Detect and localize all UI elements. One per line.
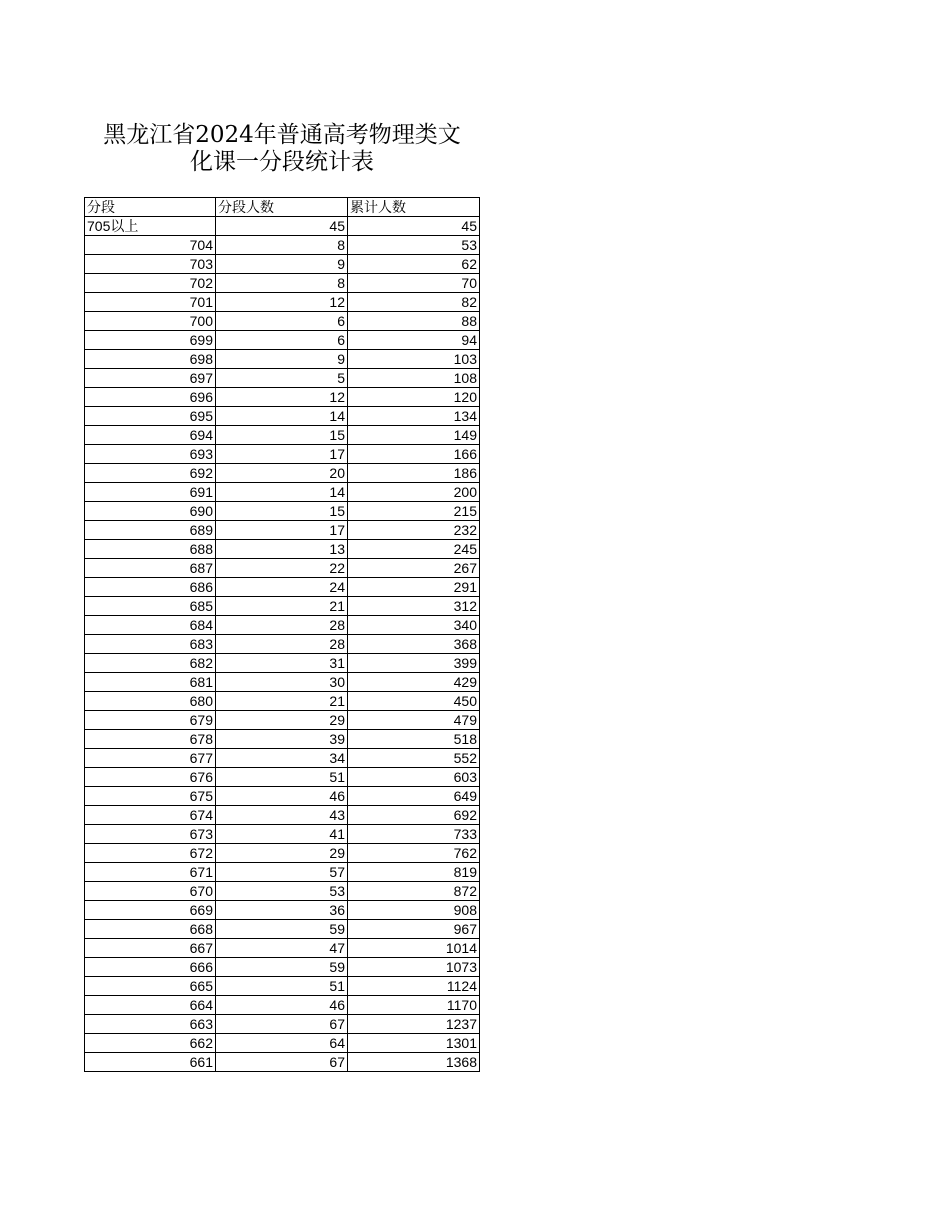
cell-cumulative-count: 53	[348, 236, 480, 255]
cell-score-band: 687	[85, 559, 216, 578]
cell-cumulative-count: 967	[348, 920, 480, 939]
table-row	[85, 749, 480, 768]
cell-band-count: 13	[216, 540, 348, 559]
cell-cumulative-count: 134	[348, 407, 480, 426]
cell-score-band: 700	[85, 312, 216, 331]
cell-score-band: 671	[85, 863, 216, 882]
cell-score-band: 664	[85, 996, 216, 1015]
cell-band-count: 29	[216, 844, 348, 863]
header-cumulative-count: 累计人数	[348, 198, 480, 217]
cell-cumulative-count: 70	[348, 274, 480, 293]
table-row	[85, 350, 480, 369]
table-row	[85, 787, 480, 806]
cell-band-count: 28	[216, 616, 348, 635]
cell-cumulative-count: 552	[348, 749, 480, 768]
cell-score-band: 673	[85, 825, 216, 844]
cell-score-band: 667	[85, 939, 216, 958]
cell-cumulative-count: 872	[348, 882, 480, 901]
table-row	[85, 388, 480, 407]
title-line-1: 黑龙江省2024年普通高考物理类文	[103, 122, 461, 148]
cell-band-count: 21	[216, 692, 348, 711]
cell-cumulative-count: 603	[348, 768, 480, 787]
cell-score-band: 696	[85, 388, 216, 407]
cell-band-count: 41	[216, 825, 348, 844]
cell-score-band: 668	[85, 920, 216, 939]
cell-cumulative-count: 186	[348, 464, 480, 483]
cell-score-band: 697	[85, 369, 216, 388]
table-row	[85, 293, 480, 312]
cell-score-band: 703	[85, 255, 216, 274]
cell-score-band: 678	[85, 730, 216, 749]
cell-cumulative-count: 45	[348, 217, 480, 236]
cell-score-band: 702	[85, 274, 216, 293]
table-row	[85, 806, 480, 825]
cell-score-band: 689	[85, 521, 216, 540]
cell-cumulative-count: 340	[348, 616, 480, 635]
table-row	[85, 445, 480, 464]
cell-band-count: 53	[216, 882, 348, 901]
cell-score-band: 662	[85, 1034, 216, 1053]
cell-cumulative-count: 312	[348, 597, 480, 616]
cell-band-count: 14	[216, 483, 348, 502]
table-row	[85, 939, 480, 958]
cell-score-band: 661	[85, 1053, 216, 1072]
cell-cumulative-count: 762	[348, 844, 480, 863]
cell-cumulative-count: 149	[348, 426, 480, 445]
cell-score-band: 694	[85, 426, 216, 445]
cell-cumulative-count: 200	[348, 483, 480, 502]
cell-band-count: 45	[216, 217, 348, 236]
cell-cumulative-count: 518	[348, 730, 480, 749]
cell-score-band: 705以上	[85, 217, 216, 236]
cell-cumulative-count: 450	[348, 692, 480, 711]
cell-cumulative-count: 819	[348, 863, 480, 882]
cell-cumulative-count: 733	[348, 825, 480, 844]
table-row	[85, 597, 480, 616]
table-row	[85, 882, 480, 901]
cell-band-count: 29	[216, 711, 348, 730]
table-row	[85, 692, 480, 711]
cell-band-count: 12	[216, 293, 348, 312]
table-row	[85, 274, 480, 293]
table-row	[85, 540, 480, 559]
cell-score-band: 677	[85, 749, 216, 768]
table-row	[85, 730, 480, 749]
cell-band-count: 67	[216, 1053, 348, 1072]
cell-cumulative-count: 649	[348, 787, 480, 806]
cell-cumulative-count: 908	[348, 901, 480, 920]
header-score-band: 分段	[85, 198, 216, 217]
cell-band-count: 47	[216, 939, 348, 958]
cell-band-count: 22	[216, 559, 348, 578]
cell-band-count: 51	[216, 768, 348, 787]
cell-cumulative-count: 88	[348, 312, 480, 331]
cell-cumulative-count: 103	[348, 350, 480, 369]
cell-score-band: 682	[85, 654, 216, 673]
table-row	[85, 768, 480, 787]
table-row	[85, 217, 480, 236]
cell-score-band: 693	[85, 445, 216, 464]
table-row	[85, 236, 480, 255]
table-row	[85, 1015, 480, 1034]
cell-score-band: 680	[85, 692, 216, 711]
cell-score-band: 695	[85, 407, 216, 426]
cell-band-count: 12	[216, 388, 348, 407]
cell-band-count: 15	[216, 502, 348, 521]
cell-band-count: 36	[216, 901, 348, 920]
cell-score-band: 679	[85, 711, 216, 730]
cell-cumulative-count: 1368	[348, 1053, 480, 1072]
cell-score-band: 684	[85, 616, 216, 635]
table-row	[85, 996, 480, 1015]
cell-score-band: 699	[85, 331, 216, 350]
cell-cumulative-count: 1014	[348, 939, 480, 958]
cell-score-band: 669	[85, 901, 216, 920]
cell-score-band: 675	[85, 787, 216, 806]
table-row	[85, 1034, 480, 1053]
table-row	[85, 635, 480, 654]
cell-cumulative-count: 108	[348, 369, 480, 388]
cell-score-band: 665	[85, 977, 216, 996]
cell-score-band: 701	[85, 293, 216, 312]
cell-band-count: 6	[216, 312, 348, 331]
cell-score-band: 666	[85, 958, 216, 977]
cell-cumulative-count: 120	[348, 388, 480, 407]
cell-band-count: 17	[216, 445, 348, 464]
cell-score-band: 663	[85, 1015, 216, 1034]
page-title	[84, 122, 480, 176]
table-row	[85, 901, 480, 920]
cell-score-band: 683	[85, 635, 216, 654]
table-row	[85, 464, 480, 483]
cell-band-count: 46	[216, 787, 348, 806]
cell-band-count: 14	[216, 407, 348, 426]
cell-band-count: 8	[216, 274, 348, 293]
cell-band-count: 6	[216, 331, 348, 350]
cell-score-band: 704	[85, 236, 216, 255]
cell-band-count: 51	[216, 977, 348, 996]
cell-cumulative-count: 1124	[348, 977, 480, 996]
table-body	[85, 217, 480, 1072]
table-row	[85, 426, 480, 445]
table-row	[85, 369, 480, 388]
table-row	[85, 844, 480, 863]
cell-cumulative-count: 1237	[348, 1015, 480, 1034]
cell-score-band: 674	[85, 806, 216, 825]
table-row	[85, 673, 480, 692]
table-row	[85, 920, 480, 939]
cell-score-band: 691	[85, 483, 216, 502]
table-row	[85, 312, 480, 331]
cell-score-band: 690	[85, 502, 216, 521]
cell-score-band: 676	[85, 768, 216, 787]
cell-band-count: 20	[216, 464, 348, 483]
cell-cumulative-count: 291	[348, 578, 480, 597]
cell-score-band: 672	[85, 844, 216, 863]
table-row	[85, 1053, 480, 1072]
cell-cumulative-count: 94	[348, 331, 480, 350]
cell-score-band: 685	[85, 597, 216, 616]
cell-cumulative-count: 692	[348, 806, 480, 825]
cell-band-count: 39	[216, 730, 348, 749]
cell-band-count: 46	[216, 996, 348, 1015]
cell-band-count: 9	[216, 350, 348, 369]
cell-band-count: 24	[216, 578, 348, 597]
score-distribution-table	[84, 197, 480, 1072]
cell-band-count: 59	[216, 920, 348, 939]
cell-band-count: 21	[216, 597, 348, 616]
cell-band-count: 34	[216, 749, 348, 768]
cell-cumulative-count: 62	[348, 255, 480, 274]
cell-score-band: 681	[85, 673, 216, 692]
cell-cumulative-count: 368	[348, 635, 480, 654]
table-row	[85, 407, 480, 426]
table-header-row	[85, 198, 480, 217]
cell-cumulative-count: 479	[348, 711, 480, 730]
cell-band-count: 31	[216, 654, 348, 673]
cell-band-count: 30	[216, 673, 348, 692]
table-row	[85, 521, 480, 540]
cell-cumulative-count: 1301	[348, 1034, 480, 1053]
table-row	[85, 654, 480, 673]
cell-band-count: 57	[216, 863, 348, 882]
cell-cumulative-count: 245	[348, 540, 480, 559]
table-row	[85, 331, 480, 350]
table-row	[85, 616, 480, 635]
table-row	[85, 958, 480, 977]
cell-cumulative-count: 429	[348, 673, 480, 692]
cell-score-band: 698	[85, 350, 216, 369]
cell-band-count: 5	[216, 369, 348, 388]
cell-cumulative-count: 267	[348, 559, 480, 578]
cell-band-count: 15	[216, 426, 348, 445]
cell-cumulative-count: 82	[348, 293, 480, 312]
table-row	[85, 483, 480, 502]
cell-score-band: 692	[85, 464, 216, 483]
cell-band-count: 28	[216, 635, 348, 654]
table-row	[85, 578, 480, 597]
cell-cumulative-count: 232	[348, 521, 480, 540]
cell-band-count: 8	[216, 236, 348, 255]
cell-cumulative-count: 1170	[348, 996, 480, 1015]
cell-band-count: 64	[216, 1034, 348, 1053]
cell-score-band: 670	[85, 882, 216, 901]
cell-band-count: 59	[216, 958, 348, 977]
cell-band-count: 9	[216, 255, 348, 274]
cell-cumulative-count: 215	[348, 502, 480, 521]
cell-cumulative-count: 166	[348, 445, 480, 464]
cell-band-count: 17	[216, 521, 348, 540]
table-row	[85, 825, 480, 844]
cell-band-count: 67	[216, 1015, 348, 1034]
cell-cumulative-count: 399	[348, 654, 480, 673]
cell-band-count: 43	[216, 806, 348, 825]
table-row	[85, 502, 480, 521]
cell-score-band: 688	[85, 540, 216, 559]
title-line-2: 化课一分段统计表	[190, 149, 374, 175]
cell-score-band: 686	[85, 578, 216, 597]
table-row	[85, 977, 480, 996]
table-row	[85, 255, 480, 274]
header-band-count: 分段人数	[216, 198, 348, 217]
table-row	[85, 711, 480, 730]
cell-cumulative-count: 1073	[348, 958, 480, 977]
table-row	[85, 559, 480, 578]
table-row	[85, 863, 480, 882]
